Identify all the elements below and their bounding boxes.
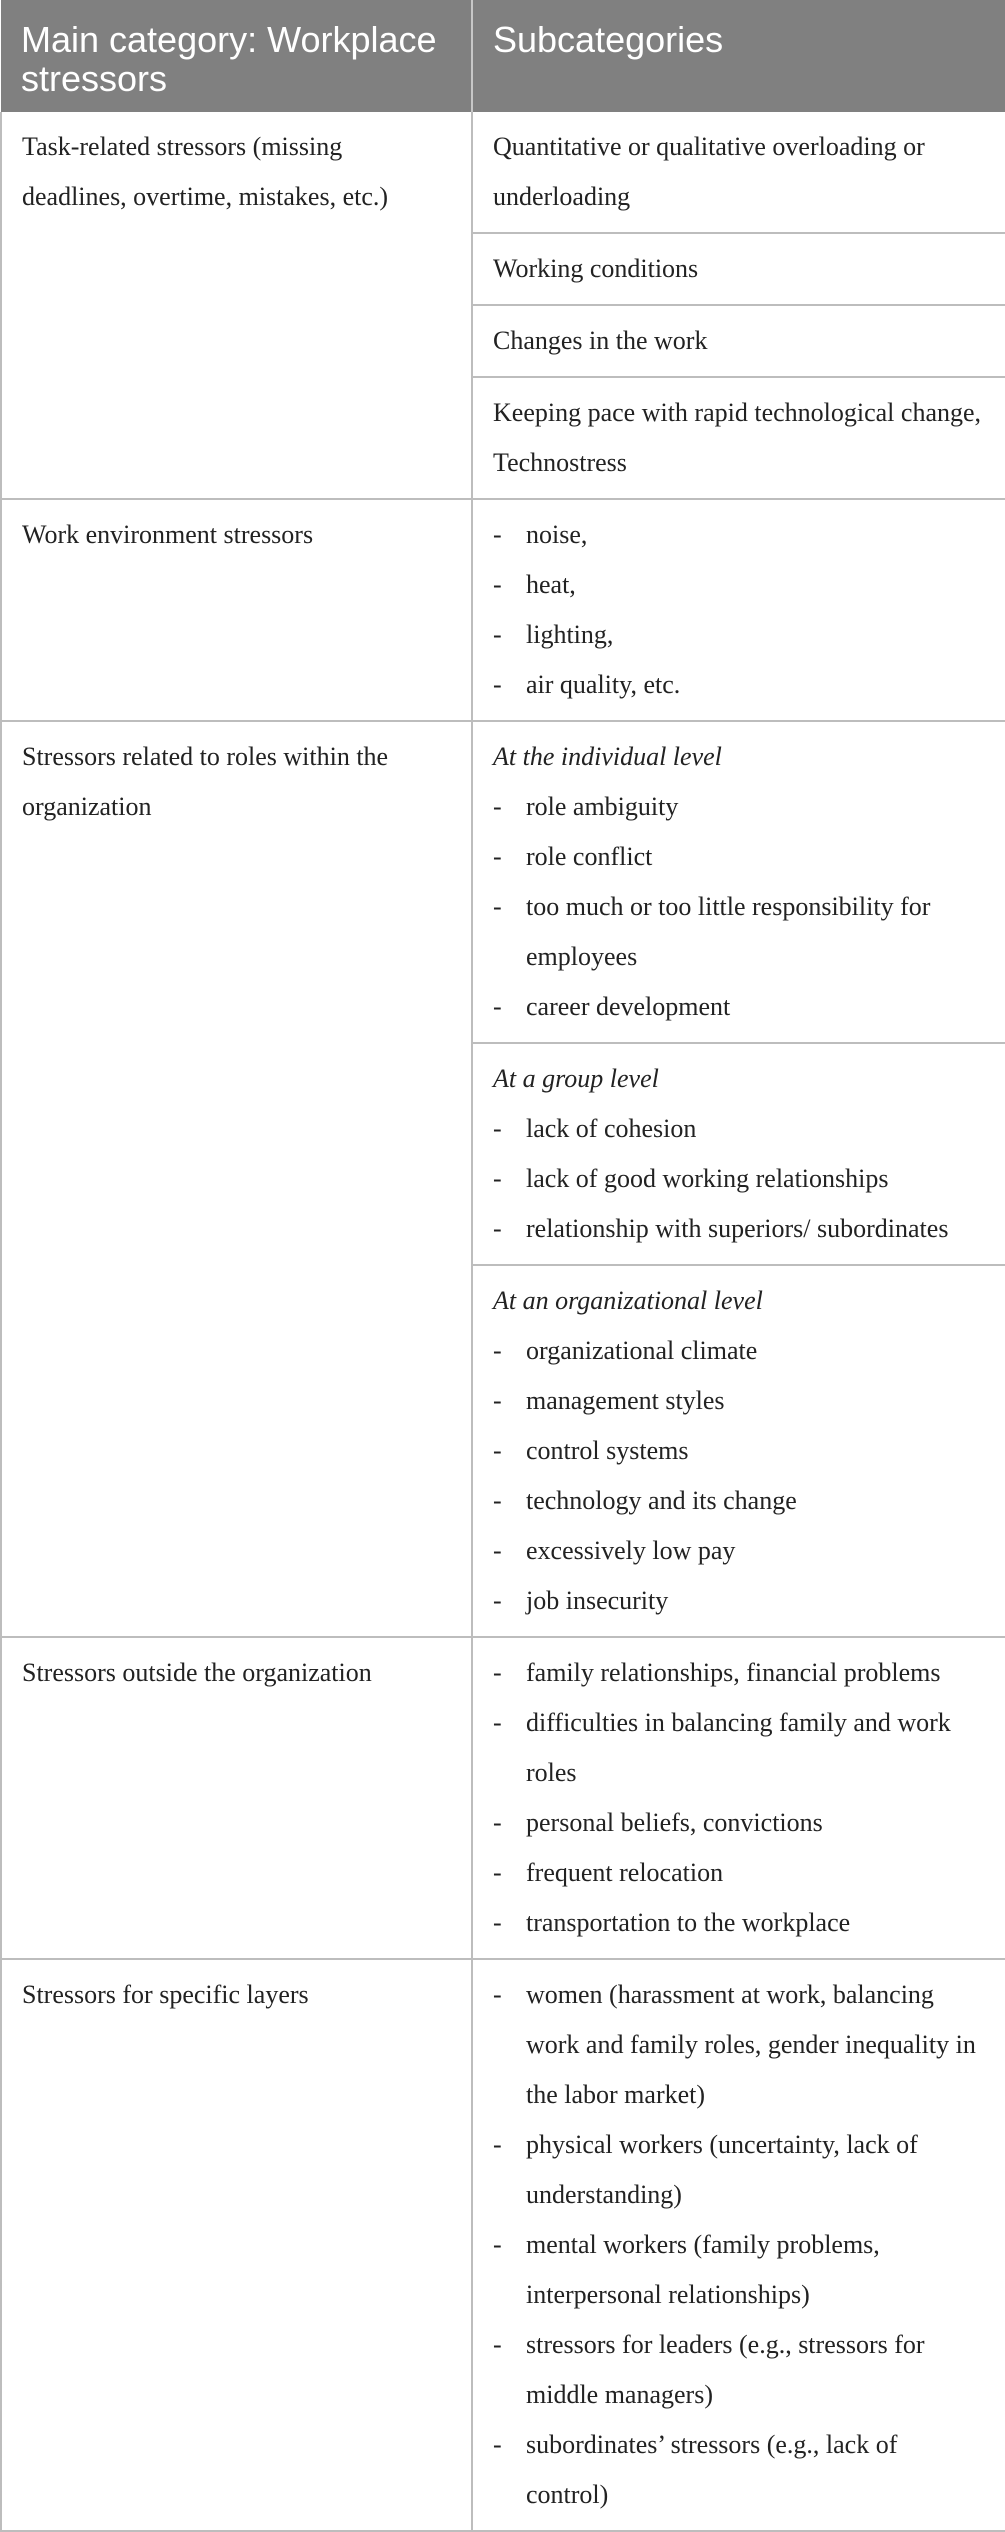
list-item: - too much or too little responsibility for employees	[493, 892, 931, 971]
subcategory-cell	[472, 499, 1005, 721]
list-item-text: technology and its change	[526, 1486, 797, 1515]
table-row	[1, 721, 1005, 1043]
header-row	[1, 0, 1005, 112]
list-item-text: difficulties in balancing family and work roles	[526, 1708, 951, 1787]
level-heading: At an organizational level	[493, 1286, 763, 1315]
header-main-category: Main category: Workplace stressors	[1, 0, 472, 112]
header-subcategories: Subcategories	[472, 0, 1005, 112]
list-item: - frequent relocation	[493, 1858, 724, 1887]
list-item: - stressors for leaders (e.g., stressors for middle managers)	[493, 2330, 925, 2409]
subcategory-cell: Keeping pace with rapid technological change, Technostress	[472, 377, 1005, 499]
subcategory-list	[493, 1648, 985, 1948]
list-item-text: family relationships, financial problems	[526, 1658, 941, 1687]
list-item-text: management styles	[526, 1386, 725, 1415]
list-item-text: women (harassment at work, balancing work and family roles, gender inequality in the labor market)	[526, 1980, 976, 2109]
list-item: - family relationships, financial problems	[493, 1658, 941, 1687]
list-item: - role ambiguity	[493, 792, 679, 821]
list-item: - heat,	[493, 570, 576, 599]
list-item: - mental workers (family problems, interpersonal relationships)	[493, 2230, 880, 2309]
main-category-cell: Task-related stressors (missing deadlines, overtime, mistakes, etc.)	[1, 112, 472, 499]
level-heading: At a group level	[493, 1064, 659, 1093]
subcategory-cell	[472, 721, 1005, 1043]
table-row	[1, 112, 1005, 233]
list-item-text: organizational climate	[526, 1336, 758, 1365]
list-item-text: personal beliefs, convictions	[526, 1808, 823, 1837]
subcategory-list	[493, 1970, 985, 2520]
list-item: - relationship with superiors/ subordinates	[493, 1214, 949, 1243]
list-item: - difficulties in balancing family and work roles	[493, 1708, 951, 1787]
list-item-text: stressors for leaders (e.g., stressors for middle managers)	[526, 2330, 925, 2409]
list-item: - career development	[493, 992, 731, 1021]
list-item: - role conflict	[493, 842, 653, 871]
list-item-text: role conflict	[526, 842, 653, 871]
main-category-cell: Stressors for specific layers	[1, 1959, 472, 2531]
list-item: - lighting,	[493, 620, 614, 649]
list-item-text: career development	[526, 992, 731, 1021]
table-row	[1, 1959, 1005, 2531]
list-item: - air quality, etc.	[493, 670, 681, 699]
main-category-cell: Stressors related to roles within the organization	[1, 721, 472, 1637]
subcategory-cell: Quantitative or qualitative overloading or underloading	[472, 112, 1005, 233]
subcategory-cell	[472, 1043, 1005, 1265]
list-item-text: air quality, etc.	[526, 670, 681, 699]
list-item-text: physical workers (uncertainty, lack of understanding)	[526, 2130, 918, 2209]
list-item-text: noise,	[526, 520, 588, 549]
list-item: - management styles	[493, 1386, 725, 1415]
list-item-text: relationship with superiors/ subordinates	[526, 1214, 949, 1243]
subcategory-list	[493, 1326, 985, 1626]
list-item-text: heat,	[526, 570, 576, 599]
list-item: - organizational climate	[493, 1336, 758, 1365]
list-item: - noise,	[493, 520, 588, 549]
list-item-text: transportation to the workplace	[526, 1908, 851, 1937]
subcategory-cell	[472, 1637, 1005, 1959]
list-item-text: mental workers (family problems, interpersonal relationships)	[526, 2230, 880, 2309]
list-item: - job insecurity	[493, 1586, 669, 1615]
list-item: - physical workers (uncertainty, lack of understanding)	[493, 2130, 918, 2209]
level-heading: At the individual level	[493, 742, 722, 771]
subcategory-cell: Changes in the work	[472, 305, 1005, 377]
subcategory-list	[493, 782, 985, 1032]
subcategory-cell	[472, 1959, 1005, 2531]
list-item: - transportation to the workplace	[493, 1908, 851, 1937]
list-item-text: excessively low pay	[526, 1536, 736, 1565]
list-item-text: lack of good working relationships	[526, 1164, 889, 1193]
list-item-text: role ambiguity	[526, 792, 679, 821]
list-item: - personal beliefs, convictions	[493, 1808, 823, 1837]
list-item-text: control systems	[526, 1436, 689, 1465]
list-item-text: too much or too little responsibility for employees	[526, 892, 931, 971]
list-item: - women (harassment at work, balancing work and family roles, gender inequality in the labor market)	[493, 1980, 976, 2109]
list-item: - control systems	[493, 1436, 689, 1465]
main-category-cell: Stressors outside the organization	[1, 1637, 472, 1959]
list-item: - lack of good working relationships	[493, 1164, 889, 1193]
subcategory-list	[493, 510, 985, 710]
main-category-cell: Work environment stressors	[1, 499, 472, 721]
subcategory-cell	[472, 1265, 1005, 1637]
table-row	[1, 1637, 1005, 1959]
list-item-text: lack of cohesion	[526, 1114, 697, 1143]
table-row	[1, 499, 1005, 721]
list-item: - technology and its change	[493, 1486, 797, 1515]
list-item-text: lighting,	[526, 620, 614, 649]
subcategory-list	[493, 1104, 985, 1254]
list-item: - subordinates’ stressors (e.g., lack of control)	[493, 2430, 898, 2509]
list-item-text: job insecurity	[526, 1586, 669, 1615]
list-item-text: subordinates’ stressors (e.g., lack of control)	[526, 2430, 898, 2509]
list-item: - lack of cohesion	[493, 1114, 697, 1143]
list-item: - excessively low pay	[493, 1536, 736, 1565]
subcategory-cell: Working conditions	[472, 233, 1005, 305]
list-item-text: frequent relocation	[526, 1858, 724, 1887]
